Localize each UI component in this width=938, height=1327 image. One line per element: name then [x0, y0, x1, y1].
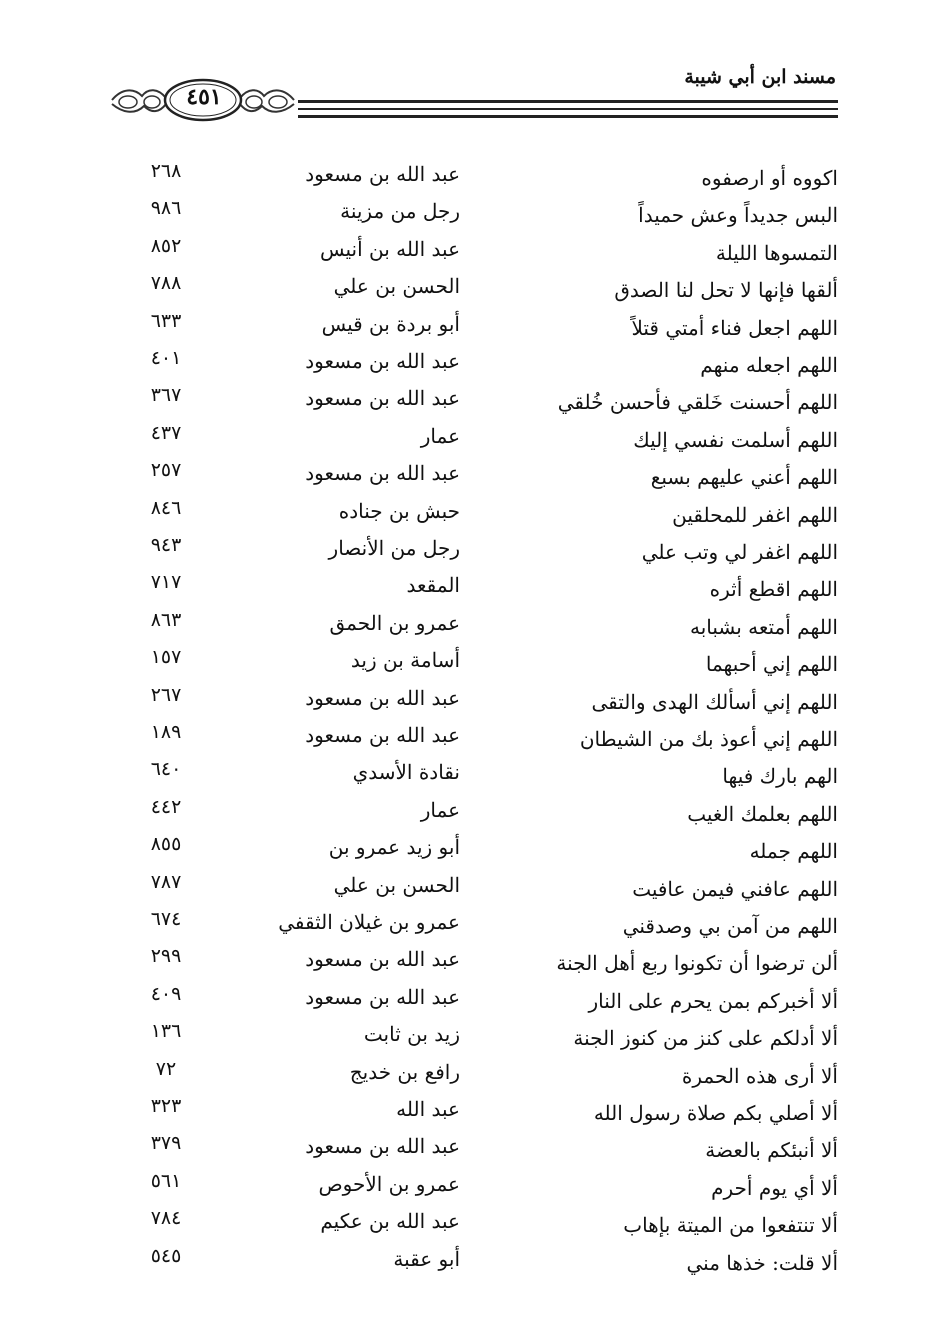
hadith-number: ٤٠١ [150, 347, 182, 369]
narrator: رجل من الأنصار [328, 536, 460, 560]
hadith-number: ٤٣٧ [150, 421, 182, 444]
hadith-phrase: اللهم بعلمك الغيب [687, 801, 838, 826]
narrator: رجل من مزينة [340, 199, 460, 224]
list-item [0, 422, 938, 459]
list-item [0, 235, 938, 272]
list-item [0, 609, 938, 646]
narrator: عبد الله [396, 1097, 460, 1121]
hadith-phrase: اللهم أمتعه بشبابه [689, 614, 838, 639]
hadith-number: ٨٥٥ [150, 833, 182, 856]
list-item [0, 871, 938, 908]
narrator: عبد الله بن مسعود [305, 984, 460, 1009]
narrator: عبد الله بن مسعود [305, 685, 460, 710]
hadith-phrase: اكووه أو ارصفوه [701, 166, 838, 190]
list-item [0, 310, 938, 347]
hadith-number: ١٨٩ [150, 721, 182, 743]
list-item [0, 758, 938, 795]
narrator: زيد بن ثابت [363, 1022, 460, 1047]
list-item [0, 571, 938, 608]
page-number: ٤٥١ [186, 84, 222, 110]
hadith-number: ٨٥٢ [150, 234, 182, 257]
narrator: عبد الله بن عكيم [320, 1209, 460, 1234]
hadith-phrase: ألا أنبئكم بالعضة [705, 1138, 838, 1163]
narrator: عمرو بن الحمق [329, 610, 460, 635]
hadith-phrase: الهم بارك فيها [722, 764, 838, 789]
hadith-number: ٧٢ [155, 1057, 177, 1080]
list-item [0, 796, 938, 833]
list-item [0, 497, 938, 534]
hadith-phrase: ألا أخبركم بمن يحرم على النار [588, 988, 838, 1013]
narrator: الحسن بن علي [333, 872, 460, 897]
hadith-phrase: ألا أرى هذه الحمرة [681, 1063, 838, 1088]
list-item [0, 833, 938, 870]
hadith-phrase: اللهم اغفر لي وتب علي [641, 540, 838, 564]
hadith-phrase: ألا قلت: خذها مني [686, 1250, 838, 1275]
narrator: عبد الله بن مسعود [305, 349, 460, 373]
hadith-phrase: اللهم اغفر للمحلقين [672, 502, 838, 527]
hadith-number: ٦٤٠ [150, 758, 182, 781]
hadith-number: ٢٦٧ [150, 683, 182, 706]
narrator: عبد الله بن مسعود [305, 162, 460, 186]
list-item [0, 534, 938, 571]
narrator: عبد الله بن مسعود [305, 1134, 460, 1159]
hadith-number: ٩٨٦ [150, 197, 182, 220]
list-item [0, 160, 938, 197]
hadith-number: ٧٨٧ [150, 870, 182, 893]
hadith-number: ٩٤٣ [150, 534, 182, 556]
hadith-number: ٢٦٨ [150, 160, 182, 182]
list-item [0, 908, 938, 945]
narrator: عمار [420, 423, 460, 448]
hadith-number: ٣٢٣ [150, 1095, 182, 1117]
list-item [0, 272, 938, 309]
narrator: عبد الله بن مسعود [305, 386, 460, 411]
hadith-number: ٣٦٧ [150, 384, 182, 407]
hadith-phrase: ألا أصلي بكم صلاة رسول الله [593, 1101, 838, 1125]
hadith-phrase: اللهم أسلمت نفسي إليك [633, 427, 838, 452]
narrator: حبش بن جناده [338, 498, 460, 523]
narrator: عبد الله بن مسعود [305, 723, 460, 747]
hadith-phrase: ألا تنتفعوا من الميتة بإهاب [623, 1213, 838, 1238]
list-item [0, 1170, 938, 1207]
narrator: عبد الله بن مسعود [305, 461, 460, 486]
list-item [0, 1207, 938, 1244]
hadith-number: ٧٨٤ [150, 1207, 182, 1230]
hadith-number: ٤٤٢ [150, 795, 182, 818]
narrator: أبو زيد عمرو بن [328, 835, 460, 860]
hadith-phrase: اللهم اقطع أثره [709, 577, 838, 602]
narrator: رافع بن خديج [349, 1059, 460, 1084]
list-item [0, 945, 938, 982]
narrator: المقعد [406, 573, 460, 598]
list-item [0, 384, 938, 421]
list-item [0, 1058, 938, 1095]
hadith-number: ٧٨٨ [150, 272, 182, 295]
list-item [0, 459, 938, 496]
list-item [0, 983, 938, 1020]
narrator: أسامة بن زيد [350, 648, 460, 673]
hadith-number: ٦٧٤ [150, 908, 182, 930]
hadith-phrase: التمسوها الليلة [715, 240, 838, 265]
hadith-phrase: ألا أدلكم على كنز من كنوز الجنة [573, 1026, 838, 1051]
hadith-number: ٥٤٥ [150, 1244, 182, 1267]
hadith-phrase: اللهم من آمن بي وصدقني [622, 914, 838, 938]
hadith-phrase: اللهم أحسنت خَلقي فأحسن خُلقي [557, 390, 838, 415]
narrator: عمرو بن الأحوص [318, 1171, 460, 1196]
hadith-phrase: ألا أي يوم أحرم [711, 1175, 838, 1200]
list-item [0, 1095, 938, 1132]
narrator: نقادة الأسدي [352, 760, 460, 785]
hadith-phrase: اللهم اجعله منهم [700, 353, 838, 377]
narrator: أبو بردة بن قيس [321, 311, 460, 336]
hadith-phrase: اللهم جمله [749, 839, 838, 864]
hadith-number: ٨٦٣ [150, 608, 182, 631]
list-item [0, 347, 938, 384]
hadith-number: ١٣٦ [150, 1020, 182, 1043]
hadith-phrase: اللهم إني أحبهما [705, 652, 838, 677]
header-rule [298, 100, 838, 103]
header-rule [298, 115, 838, 118]
narrator: عبد الله بن مسعود [305, 947, 460, 972]
narrator: عمار [420, 797, 460, 822]
hadith-phrase: البس جديداً وعش حميداً [638, 203, 838, 228]
header-rule [298, 108, 838, 110]
hadith-phrase: اللهم إني أسألك الهدى والتقى [591, 689, 838, 714]
hadith-number: ٢٩٩ [150, 945, 182, 968]
hadith-number: ٤٠٩ [150, 982, 182, 1005]
narrator: أبو عقبة [393, 1246, 460, 1271]
hadith-phrase: اللهم اجعل فناء أمتي قتلاً [631, 315, 838, 340]
hadith-phrase: ألن ترضوا أن تكونوا ربع أهل الجنة [556, 951, 838, 976]
narrator: عمرو بن غيلان الثقفي [278, 910, 460, 934]
hadith-phrase: اللهم عافني فيمن عافيت [632, 876, 838, 901]
hadith-phrase: اللهم أعني عليهم بسبع [650, 465, 838, 490]
list-item [0, 721, 938, 758]
hadith-number: ٥٦١ [150, 1169, 182, 1192]
narrator: عبد الله بن أنيس [320, 236, 460, 261]
running-title: مسند ابن أبي شيبة [684, 66, 836, 88]
list-item [0, 1020, 938, 1057]
hadith-number: ٣٧٩ [150, 1132, 182, 1155]
hadith-number: ٦٣٣ [150, 309, 182, 332]
list-item [0, 646, 938, 683]
hadith-number: ٨٤٦ [150, 496, 182, 519]
hadith-number: ١٥٧ [150, 646, 182, 669]
hadith-phrase: اللهم إني أعوذ بك من الشيطان [579, 727, 838, 751]
list-item [0, 1132, 938, 1169]
narrator: الحسن بن علي [333, 274, 460, 299]
list-item [0, 1245, 938, 1282]
hadith-number: ٢٥٧ [150, 459, 182, 482]
hadith-phrase: ألقها فإنها لا تحل لنا الصدق [614, 278, 838, 303]
list-item [0, 684, 938, 721]
hadith-number: ٧١٧ [150, 571, 182, 594]
list-item [0, 197, 938, 234]
